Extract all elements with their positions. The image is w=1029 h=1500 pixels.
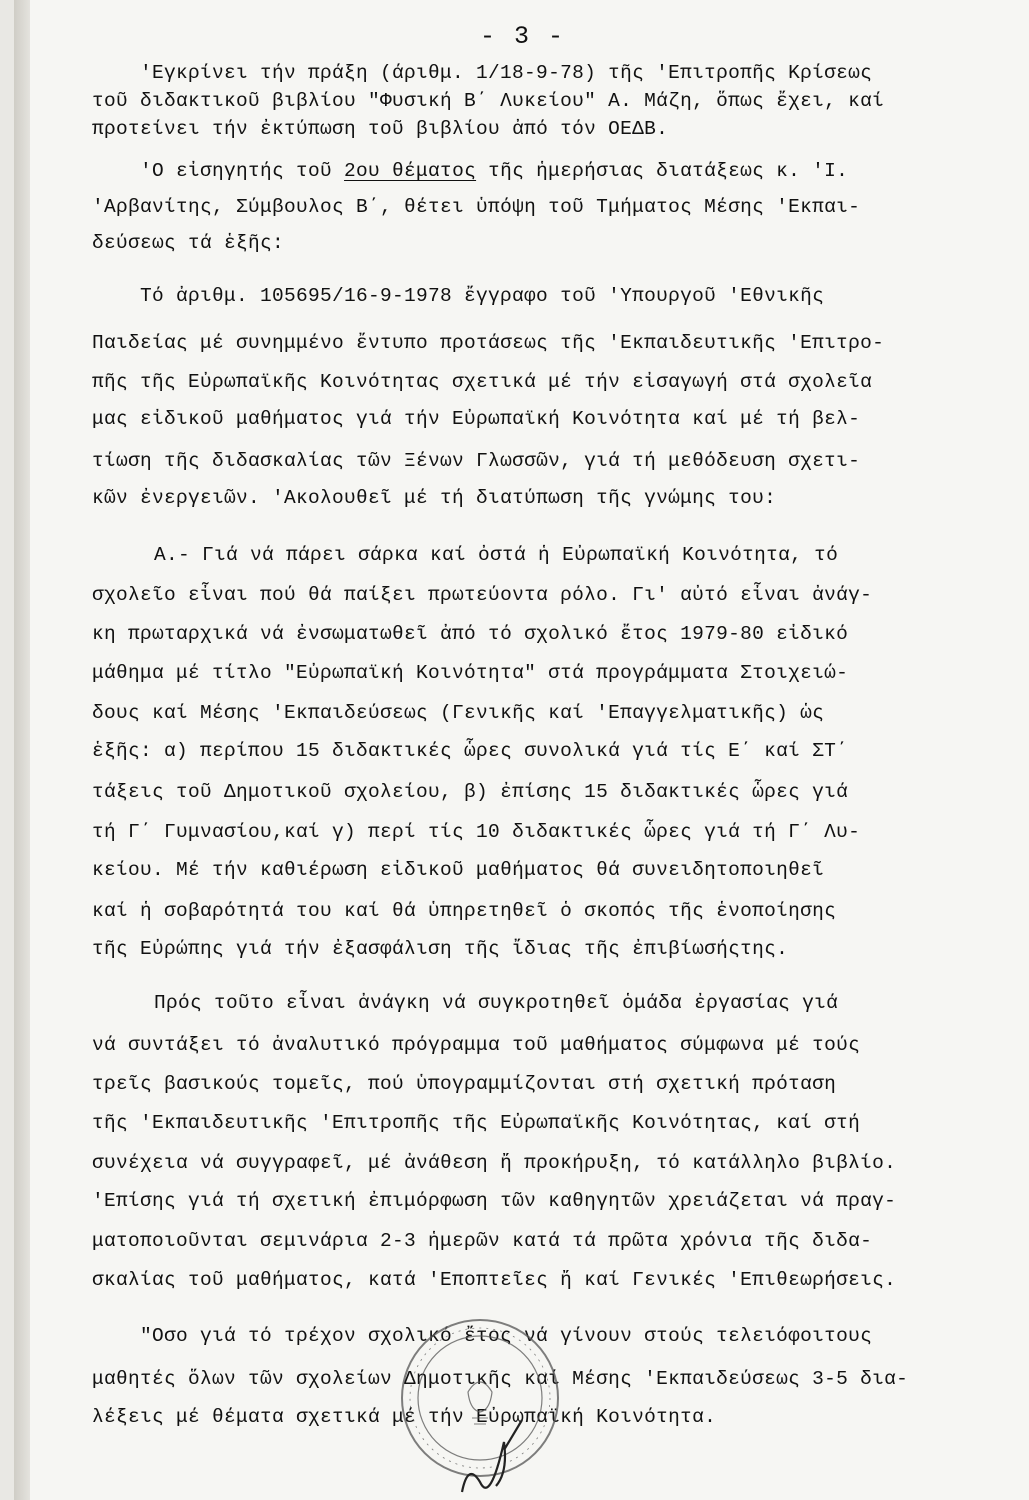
text-line: Τό ἀριθμ. 105695/16-9-1978 ἔγγραφο τοῦ 'Υπουργοῦ 'Εθνικῆς: [140, 285, 825, 307]
document-page: [14, 0, 1029, 1500]
text-line: λέξεις μέ θέματα σχετικά μέ τήν Εὐρωπαϊκή Κοινότητα.: [92, 1406, 717, 1428]
official-seal-stamp: [392, 1300, 572, 1500]
underlined-subject: 2ου θέματος: [344, 160, 477, 182]
text-line: τρεῖς βασικούς τομεῖς, πού ὑπογραμμίζονται στή σχετική πρόταση: [92, 1073, 837, 1095]
text-line: 'Επίσης γιά τή σχετική ἐπιμόρφωση τῶν καθηγητῶν χρειάζεται νά πραγ-: [92, 1190, 897, 1212]
text-line: σχολεῖο εἶναι πού θά παίξει πρωτεύοντα ρόλο. Γι' αὐτό εἶναι ἀνάγ-: [92, 584, 873, 606]
text-line: Παιδείας μέ συνημμένο ἔντυπο προτάσεως τῆς 'Εκπαιδευτικῆς 'Επιτρο-: [92, 332, 885, 354]
text-line: ματοποιοῦνται σεμινάρια 2-3 ἡμερῶν κατά τά πρῶτα χρόνια τῆς διδα-: [92, 1230, 873, 1252]
text-line: 'Εγκρίνει τήν πράξη (άριθμ. 1/18-9-78) τῆς 'Επιτροπῆς Κρίσεως: [140, 62, 873, 84]
seal-emblem: [468, 1382, 492, 1412]
text-line: 'Αρβανίτης, Σύμβουλος Β΄, θέτει ὑπόψη τοῦ Τμήματος Μέσης 'Εκπαι-: [92, 196, 861, 218]
text-line: σκαλίας τοῦ μαθήματος, κατά 'Εποπτεῖες ἤ καί Γενικές 'Επιθεωρήσεις.: [92, 1269, 897, 1291]
text-span: τῆς ἡμερήσιας διατάξεως κ. 'Ι.: [476, 160, 849, 182]
text-line: κείου. Μέ τήν καθιέρωση εἰδικοῦ μαθήματος θά συνειδητοποιηθεῖ: [92, 859, 825, 881]
text-span: 'Ο εἰσηγητής τοῦ: [140, 160, 345, 182]
text-line: τῆς Εὐρώπης γιά τήν ἐξασφάλιση τῆς ἴδιας τῆς ἐπιβίωσήςτης.: [92, 938, 789, 960]
text-line: συνέχεια νά συγγραφεῖ, μέ ἀνάθεση ἤ προκήρυξη, τό κατάλληλο βιβλίο.: [92, 1152, 897, 1174]
text-line: κη πρωταρχικά νά ἐνσωματωθεῖ ἀπό τό σχολικό ἔτος 1979-80 εἰδικό: [92, 623, 849, 645]
text-line: δους καί Μέσης 'Εκπαιδεύσεως (Γενικῆς καί 'Επαγγελματικῆς) ὡς: [92, 702, 825, 724]
text-line: ἑξῆς: α) περίπου 15 διδακτικές ὧρες συνολικά γιά τίς Ε΄ καί ΣΤ΄: [92, 740, 849, 762]
text-line: δεύσεως τά ἑξῆς:: [92, 232, 285, 254]
text-line: τάξεις τοῦ Δημοτικοῦ σχολείου, β) ἐπίσης 15 διδακτικές ὧρες γιά: [92, 781, 849, 803]
text-line: τίωση τῆς διδασκαλίας τῶν Ξένων Γλωσσῶν, γιά τή μεθόδευση σχετι-: [92, 450, 861, 472]
text-line: τῆς 'Εκπαιδευτικῆς 'Επιτροπῆς τῆς Εὐρωπαϊκῆς Κοινότητας, καί στή: [92, 1112, 861, 1134]
text-line: Πρός τοῦτο εἶναι ἀνάγκη νά συγκροτηθεῖ ὁμάδα ἐργασίας γιά: [154, 992, 839, 1014]
seal-outer-ring: [402, 1320, 558, 1476]
text-line: "Οσο γιά τό τρέχον σχολικό ἔτος νά γίνουν στούς τελειόφοιτους: [140, 1325, 873, 1347]
text-line: μάθημα μέ τίτλο "Εὐρωπαϊκή Κοινότητα" στά προγράμματα Στοιχειώ-: [92, 662, 849, 684]
page-edge-shadow: [14, 0, 30, 1500]
text-line: κῶν ἐνεργειῶν. 'Ακολουθεῖ μέ τή διατύπωση τῆς γνώμης του:: [92, 487, 777, 509]
text-line: τοῦ διδακτικοῦ βιβλίου "Φυσική Β΄ Λυκείου" Α. Μάζη, ὅπως ἔχει, καί: [92, 90, 885, 112]
text-line: νά συντάξει τό ἀναλυτικό πρόγραμμα τοῦ μαθήματος σύμφωνα μέ τούς: [92, 1034, 861, 1056]
text-line: προτείνει τήν ἐκτύπωση τοῦ βιβλίου ἀπό τόν ΟΕΔΒ.: [92, 118, 669, 140]
text-line: τή Γ΄ Γυμνασίου,καί γ) περί τίς 10 διδακτικές ὧρες γιά τή Γ΄ Λυ-: [92, 821, 861, 843]
text-line: καί ἡ σοβαρότητά του καί θά ὑπηρετηθεῖ ὁ σκοπός τῆς ἑνοποίησης: [92, 900, 837, 922]
seal-inner-ring: [418, 1336, 542, 1460]
text-line: μας εἰδικοῦ μαθήματος γιά τήν Εὐρωπαϊκή Κοινότητα καί μέ τή βελ-: [92, 408, 861, 430]
text-line: πῆς τῆς Εὐρωπαϊκῆς Κοινότητας σχετικά μέ τήν εἰσαγωγή στά σχολεῖα: [92, 371, 873, 393]
seal-lettering-ring: [410, 1328, 550, 1468]
text-line: [140, 162, 848, 182]
seal-emblem-base: [472, 1418, 488, 1424]
page-number: - 3 -: [480, 22, 566, 51]
text-line: μαθητές ὅλων τῶν σχολείων Δημοτικῆς καί Μέσης 'Εκπαιδεύσεως 3-5 δια-: [92, 1368, 909, 1390]
text-line: Α.- Γιά νά πάρει σάρκα καί ὀστά ἡ Εὐρωπαϊκή Κοινότητα, τό: [154, 544, 839, 566]
handwritten-signature: [462, 1420, 522, 1492]
